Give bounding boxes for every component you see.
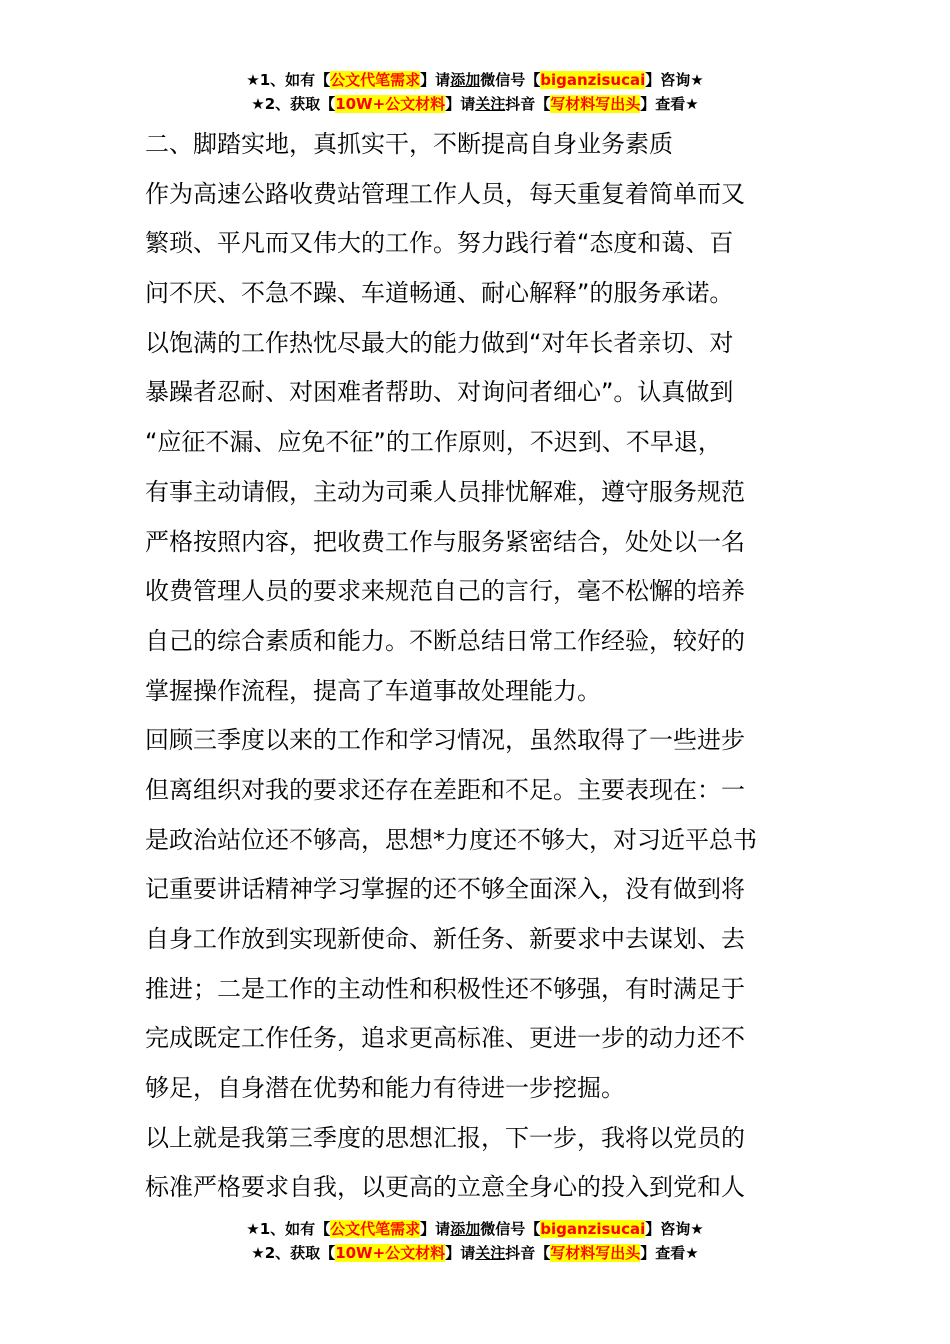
text-line: 是政治站位还不够高，思想*力度还不够大，对习近平总书 — [145, 825, 757, 854]
banner-line-2: ★2、获取【10W+公文材料】请关注抖音【写材料写出头】查看★ — [251, 95, 699, 113]
text-line: 严格按照内容，把收费工作与服务紧密结合，处处以一名 — [145, 527, 745, 556]
highlight-douyin-account: 写材料写出头 — [550, 95, 641, 113]
text-line: 繁琐、平凡而又伟大的工作。努力践行着“态度和蔼、百 — [145, 229, 734, 258]
text-line: 但离组织对我的要求还存在差距和不足。主要表现在：一 — [145, 775, 745, 804]
text-line: 够足，自身潜在优势和能力有待进一步挖掘。 — [145, 1074, 625, 1103]
text-line: 记重要讲话精神学习掌握的还不够全面深入，没有做到将 — [145, 875, 745, 904]
text-line: 标准严格要求自我，以更高的立意全身心的投入到党和人 — [145, 1173, 745, 1202]
banner-line-2: ★2、获取【10W+公文材料】请关注抖音【写材料写出头】查看★ — [251, 1244, 699, 1262]
highlight-writing-service: 公文代笔需求 — [330, 71, 421, 89]
text-line: 问不厌、不急不躁、车道畅通、耐心解释”的服务承诺。 — [145, 279, 734, 308]
text-line: 暴躁者忍耐、对困难者帮助、对询问者细心”。认真做到 — [145, 378, 734, 407]
text-line: 自己的综合素质和能力。不断总结日常工作经验，较好的 — [145, 626, 745, 655]
highlight-douyin-account: 写材料写出头 — [550, 1244, 641, 1262]
text-line: 掌握操作流程，提高了车道事故处理能力。 — [145, 676, 601, 705]
highlight-wechat-id: biganzisucai — [540, 71, 646, 89]
highlight-materials: 10W+公文材料 — [335, 1244, 446, 1262]
text-line: 作为高速公路收费站管理工作人员，每天重复着简单而又 — [145, 179, 745, 208]
highlight-materials: 10W+公文材料 — [335, 95, 446, 113]
text-line: 回顾三季度以来的工作和学习情况，虽然取得了一些进步 — [145, 726, 745, 755]
text-line: 完成既定工作任务，追求更高标准、更进一步的动力还不 — [145, 1024, 745, 1053]
text-line: 收费管理人员的要求来规范自己的言行，毫不松懈的培养 — [145, 577, 745, 606]
highlight-wechat-id: biganzisucai — [540, 1220, 646, 1238]
text-line: 推进；二是工作的主动性和积极性还不够强，有时满足于 — [145, 974, 745, 1003]
footer-banner — [0, 1217, 950, 1265]
text-line: 以上就是我第三季度的思想汇报，下一步，我将以党员的 — [145, 1123, 745, 1152]
header-banner — [0, 68, 950, 116]
highlight-writing-service: 公文代笔需求 — [330, 1220, 421, 1238]
banner-line-1: ★1、如有【公文代笔需求】请添加微信号【biganzisucai】咨询★ — [246, 1220, 704, 1238]
text-line: 以饱满的工作热忱尽最大的能力做到“对年长者亲切、对 — [145, 328, 734, 357]
text-line: 自身工作放到实现新使命、新任务、新要求中去谋划、去 — [145, 925, 745, 953]
document-body — [145, 120, 810, 1213]
text-line: 有事主动请假，主动为司乘人员排忧解难，遵守服务规范 — [145, 477, 745, 506]
banner-line-1: ★1、如有【公文代笔需求】请添加微信号【biganzisucai】咨询★ — [246, 71, 704, 89]
section-heading: 二、脚踏实地，真抓实干，不断提高自身业务素质 — [145, 130, 673, 158]
text-line: “应征不漏、应免不征”的工作原则，不迟到、不早退， — [145, 428, 722, 457]
